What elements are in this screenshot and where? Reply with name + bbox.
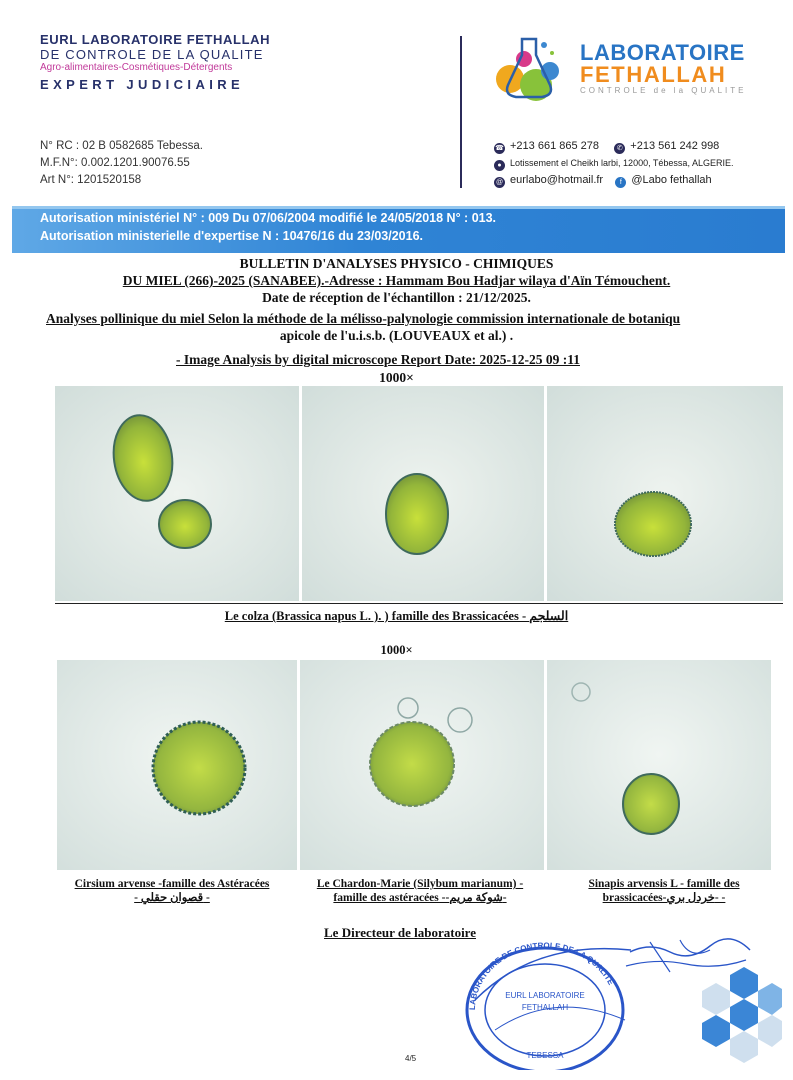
phone-2[interactable]: +213 561 242 998 xyxy=(630,140,720,152)
banner-line-2: Autorisation ministerielle d'expertise N : 10476/16 du 23/03/2016. xyxy=(40,229,424,243)
pollen-photo-cirsium xyxy=(57,660,297,870)
caption-silybum-line2: famille des astéracées --شوكة مريم- xyxy=(333,892,507,904)
analysis-method-cont: apicole de l'u.i.s.b. (LOUVEAUX et al.) . xyxy=(279,328,514,343)
microscope-report-text: - Image Analysis by digital microscope Report Date: 2025-12-25 09 :11 xyxy=(176,352,580,367)
hexagon-pattern-icon xyxy=(682,965,782,1065)
address-text: Lotissement el Cheikh larbi, 12000, Tébessa, ALGERIE. xyxy=(510,158,734,168)
phone-1[interactable]: +213 661 865 278 xyxy=(510,140,600,152)
pollen-photo-silybum xyxy=(300,660,544,870)
company-domains: Agro-alimentaires-Cosmétiques-Détergents xyxy=(40,62,233,73)
location-icon: ● xyxy=(494,160,505,171)
caption-cirsium xyxy=(52,877,292,905)
caption-cirsium-line2: - قصوان حقلي - xyxy=(134,892,210,904)
laboratory-stamp xyxy=(455,930,635,1070)
director-label: Le Directeur de laboratoire xyxy=(324,925,476,940)
art-number: Art N°: 1201520158 xyxy=(40,174,142,186)
brand-block xyxy=(580,40,746,95)
caption-silybum-line1: Le Chardon-Marie (Silybum marianum) - xyxy=(316,878,524,890)
bulletin-title: BULLETIN D'ANALYSES PHYSICO - CHIMIQUES xyxy=(239,256,554,271)
company-subtitle: DE CONTROLE DE LA QUALITE xyxy=(40,47,264,62)
pollen-photo-colza-3 xyxy=(547,386,783,601)
pollen-photo-colza-2 xyxy=(302,386,544,601)
stamp-ring-text: LABORATOIRE DE CONTROLE DE LA QUALITE xyxy=(467,940,616,1011)
analysis-method: Analyses pollinique du miel Selon la méthode de la mélisso-palynologie commission internationale de botaniqu xyxy=(46,311,681,326)
bulletin-sample-line: DU MIEL (266)-2025 (SANABEE).-Adresse : Hammam Bou Hadjar wilaya d'Aïn Témouchent. xyxy=(122,273,671,288)
caption-divider xyxy=(55,603,783,604)
page-number: 4/5 xyxy=(405,1054,417,1063)
brand-tagline: CONTROLE de la QUALITE xyxy=(580,86,747,95)
zoom-label-2: 1000× xyxy=(380,643,413,657)
facebook-link[interactable]: @Labo fethallah xyxy=(631,174,712,186)
pollen-photo-colza-1 xyxy=(55,386,299,601)
mf-number: M.F.N°: 0.002.1201.90076.55 xyxy=(40,157,190,169)
zoom-label-1: 1000× xyxy=(379,370,414,385)
company-expert: EXPERT JUDICIAIRE xyxy=(40,77,245,92)
rc-number: N° RC : 02 B 0582685 Tebessa. xyxy=(40,140,203,152)
phone-icon: ☎ xyxy=(495,145,504,152)
authorization-banner xyxy=(12,206,785,253)
header-divider xyxy=(460,36,462,188)
caption-colza: Le colza (Brassica napus L. ). ) famille des Brassicacées - السلجم xyxy=(224,609,569,623)
microscope-report xyxy=(176,352,580,368)
stamp-city: TEBESSA xyxy=(526,1051,564,1060)
pollen-photo-sinapis xyxy=(547,660,771,870)
company-ids xyxy=(40,138,203,189)
flask-logo-icon xyxy=(492,35,568,107)
facebook-icon: f xyxy=(615,177,626,188)
stamp-company: EURL LABORATOIRE xyxy=(505,991,585,1000)
brand-title: LABORATOIRE xyxy=(580,40,745,65)
company-header xyxy=(40,32,270,92)
contacts-block xyxy=(494,138,733,189)
caption-silybum xyxy=(300,877,540,905)
company-name: EURL LABORATOIRE FETHALLAH xyxy=(40,32,271,47)
caption-sinapis xyxy=(566,877,762,905)
caption-sinapis-line1: Sinapis arvensis L - famille des xyxy=(588,878,740,890)
email-link[interactable]: eurlabo@hotmail.fr xyxy=(510,174,604,186)
stamp-name: FETHALLAH xyxy=(521,1003,569,1012)
banner-line-1: Autorisation ministériel N° : 009 Du 07/06/2004 modifié le 24/05/2018 N° : 013. xyxy=(40,211,497,225)
caption-cirsium-line1: Cirsium arvense -famille des Astéracées xyxy=(74,878,270,890)
reception-date: Date de réception de l'échantillon : 21/12/2025. xyxy=(262,290,531,305)
email-icon: @ xyxy=(495,179,504,186)
caption-sinapis-line2: brassicacées-خردل بري- - xyxy=(602,892,726,904)
brand-name: FETHALLAH xyxy=(580,62,727,87)
whatsapp-icon: ✆ xyxy=(614,143,625,154)
